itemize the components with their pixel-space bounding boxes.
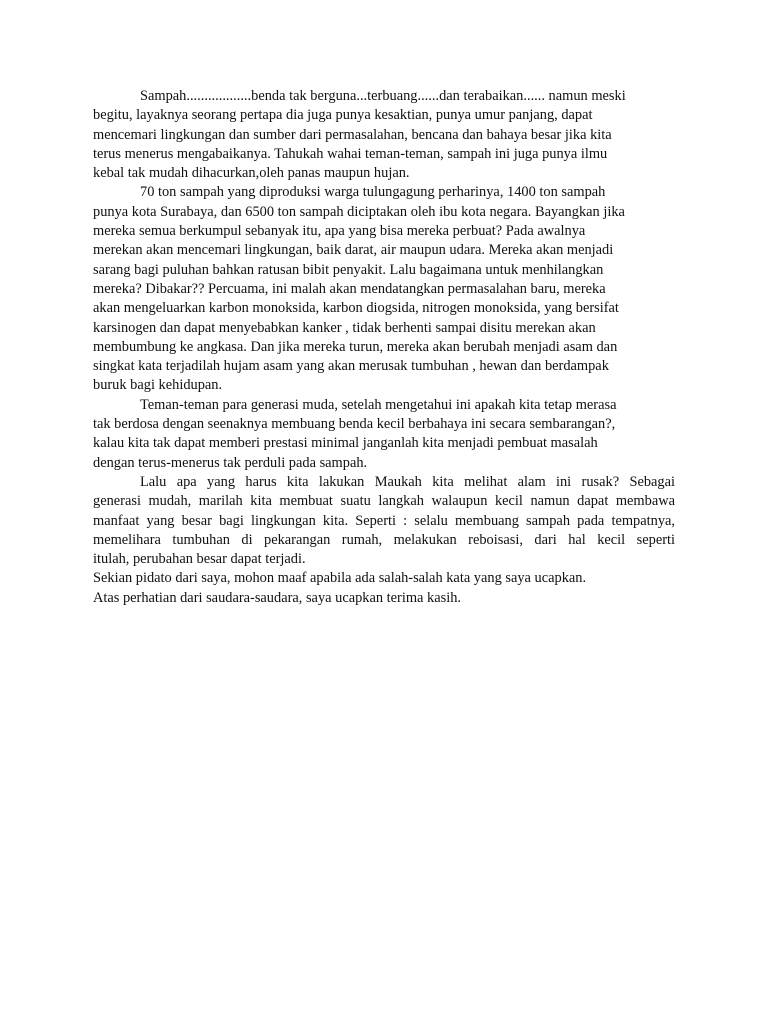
paragraph-intro bbox=[93, 87, 675, 183]
text-line: manfaat yang besar bagi lingkungan kita. Seperti : selalu membuang sampah pada tempatnya, bbox=[93, 512, 675, 529]
paragraph-closing bbox=[93, 569, 675, 588]
paragraph-statistics bbox=[93, 183, 675, 395]
text-line: punya kota Surabaya, dan 6500 ton sampah diciptakan oleh ibu kota negara. Bayangkan jika bbox=[93, 203, 625, 220]
text-line: dengan terus-menerus tak perduli pada sampah. bbox=[93, 454, 368, 471]
text-line: mereka? Dibakar?? Percuama, ini malah akan mendatangkan permasalahan baru, mereka bbox=[93, 280, 606, 297]
text-line: mereka semua berkumpul sebanyak itu, apa yang bisa mereka perbuat? Pada awalnya bbox=[93, 223, 586, 240]
text-line: Sampah..................benda tak berguna...terbuang......dan terabaikan...... namun meski bbox=[140, 88, 626, 104]
text-line: Sekian pidato dari saya, mohon maaf apabila ada salah-salah kata yang saya ucapkan. bbox=[93, 570, 587, 587]
text-line: Atas perhatian dari saudara-saudara, saya ucapkan terima kasih. bbox=[93, 589, 461, 606]
text-line: tak berdosa dengan seenaknya membuang benda kecil berbahaya ini secara sembarangan?, bbox=[93, 416, 616, 433]
text-line: karsinogen dan dapat menyebabkan kanker , tidak berhenti sampai disitu merekan akan bbox=[93, 319, 596, 336]
paragraph-thanks bbox=[93, 589, 675, 608]
text-line: memelihara tumbuhan di pekarangan rumah, melakukan reboisasi, dari hal kecil seperti bbox=[93, 531, 675, 548]
text-line: akan mengeluarkan karbon monoksida, karbon diogsida, nitrogen monoksida, yang bersifat bbox=[93, 300, 619, 317]
paragraph-appeal bbox=[93, 396, 675, 473]
text-line: 70 ton sampah yang diproduksi warga tulungagung perharinya, 1400 ton sampah bbox=[140, 184, 606, 201]
text-line: generasi mudah, marilah kita membuat suatu langkah walaupun kecil namun dapat membawa bbox=[93, 493, 675, 510]
text-line: mencemari lingkungan dan sumber dari permasalahan, bencana dan bahaya besar jika kita bbox=[93, 126, 612, 143]
text-line: singkat kata terjadilah hujam asam yang akan merusak tumbuhan , hewan dan berdampak bbox=[93, 358, 609, 375]
text-line: terus menerus mengabaikanya. Tahukah wahai teman-teman, sampah ini juga punya ilmu bbox=[93, 145, 608, 162]
text-line: sarang bagi puluhan bahkan ratusan bibit penyakit. Lalu bagaimana untuk menhilangkan bbox=[93, 261, 604, 278]
text-line: Lalu apa yang harus kita lakukan Maukah kita melihat alam ini rusak? Sebagai bbox=[140, 473, 675, 490]
text-line: merekan akan mencemari lingkungan, baik darat, air maupun udara. Mereka akan menjadi bbox=[93, 242, 614, 259]
text-line: buruk bagi kehidupan. bbox=[93, 377, 223, 394]
text-line: membumbung ke angkasa. Dan jika mereka turun, mereka akan berubah menjadi asam dan bbox=[93, 338, 618, 355]
document-body bbox=[93, 87, 675, 608]
text-line: begitu, layaknya seorang pertapa dia juga punya kesaktian, punya umur panjang, dapat bbox=[93, 107, 593, 124]
text-line: kalau kita tak dapat memberi prestasi minimal janganlah kita menjadi pembuat masalah bbox=[93, 435, 598, 452]
text-line: kebal tak mudah dihacurkan,oleh panas maupun hujan. bbox=[93, 165, 410, 182]
paragraph-action bbox=[93, 473, 675, 569]
text-line: itulah, perubahan besar dapat terjadi. bbox=[93, 551, 306, 568]
text-line: Teman-teman para generasi muda, setelah mengetahui ini apakah kita tetap merasa bbox=[140, 396, 617, 413]
